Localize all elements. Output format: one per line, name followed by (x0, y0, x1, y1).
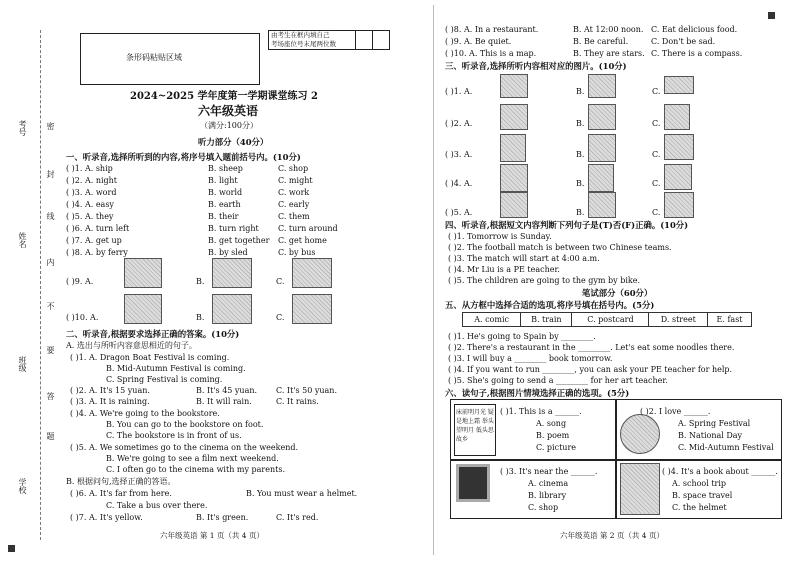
s5-option: B. train (521, 313, 572, 327)
seal-char: 答 (46, 392, 55, 400)
s2-q2-b: B. It's 45 yuan. (196, 386, 258, 395)
seal-char: 不 (46, 302, 55, 310)
section-5-title: 五、从方框中选择合适的选项,将序号填在括号内。(5分) (445, 300, 655, 310)
q9-picture-b (212, 258, 252, 288)
s3-q3-picture-a (500, 134, 526, 162)
s2-q4-b: B. You can go to the bookstore on foot. (106, 420, 264, 429)
s3-q3-picture-c (664, 134, 694, 160)
s5-option: C. postcard (572, 313, 649, 327)
seal-char: 线 (46, 212, 55, 220)
q9-label: ( )9. A. (66, 277, 94, 286)
s2-q6-a: ( )6. A. It's far from here. (70, 489, 172, 498)
s2-q3-a: ( )3. A. It is raining. (70, 397, 150, 406)
s6-q1-b: B. poem (536, 431, 570, 440)
s3-q4-picture-c (664, 164, 692, 190)
s6-poem: 床前明月光 疑是地上霜 举头望明月 低头思故乡 (456, 409, 494, 443)
s6-q4: ( )4. It's a book about ______. (662, 467, 778, 476)
seal-char: 题 (46, 432, 55, 440)
listening-part-title: 听力部分（40分） (198, 137, 269, 147)
q10-label-c: C. (276, 313, 285, 322)
binding-line (40, 30, 41, 540)
s2-q7-c: C. It's red. (276, 513, 319, 522)
section-3-title: 三、听录音,选择所听内容相对应的图片。(10分) (445, 61, 627, 71)
s6-q4-picture (620, 463, 660, 515)
q9-picture-a (124, 258, 162, 288)
side-school-label: 学校 (18, 478, 27, 494)
s3-row-5: ( )5. A. (445, 208, 473, 217)
s2-q5-a: ( )5. A. We sometimes go to the cinema on the weekend. (70, 443, 299, 452)
s6-q3-c: C. shop (528, 503, 559, 512)
seat-note-1: 由考生在框内填自己 (271, 31, 330, 39)
s2-q6-c: C. Take a bus over there. (106, 501, 208, 510)
s4-item: ( )5. The children are going to the gym by bike. (448, 276, 641, 285)
seal-char: 要 (46, 346, 55, 354)
right-footer: 六年级英语 第 2 页（共 4 页） (560, 531, 664, 540)
s3-q3-picture-b (588, 134, 616, 162)
s2-q3-b: B. It will rain. (196, 397, 252, 406)
s3-q1-picture-a (500, 74, 528, 98)
seal-char: 内 (46, 258, 55, 266)
s3-q5-picture-b (588, 192, 616, 218)
s5-option: A. comic (463, 313, 521, 327)
section-6-grid-hline (450, 459, 782, 461)
s2-q1-b: B. Mid-Autumn Festival is coming. (106, 364, 246, 373)
s3-q1-c: C. (652, 87, 661, 96)
registration-mark-bottom-left (8, 545, 15, 552)
s2-q2-a: ( )2. A. It's 15 yuan. (70, 386, 150, 395)
s6-q2-b: B. National Day (678, 431, 743, 440)
s2-q7-b: B. It's green. (196, 513, 249, 522)
exam-subject: 六年级英语 (198, 104, 259, 118)
s5-item: ( )4. If you want to run ________, you can ask your PE teacher for help. (448, 365, 733, 374)
s2-q4-c: C. The bookstore is in front of us. (106, 431, 242, 440)
s2-q5-c: C. I often go to the cinema with my parents. (106, 465, 285, 474)
s3-row-4: ( )4. A. (445, 179, 473, 188)
s3-q1-picture-b (588, 74, 616, 98)
section-2a-title: A. 选出与所听内容意思相近的句子。 (66, 341, 197, 350)
seat-note-2: 考场座位号末尾两位数 (271, 40, 336, 48)
s4-item: ( )4. Mr Liu is a PE teacher. (448, 265, 560, 274)
s3-row-2: ( )2. A. (445, 119, 473, 128)
s6-q1-c: C. picture (536, 443, 577, 452)
s3-q5-b: B. (576, 208, 585, 217)
seal-char: 密 (46, 122, 55, 130)
s5-option: D. street (649, 313, 708, 327)
s3-q1-b: B. (576, 87, 585, 96)
section-2-title: 二、听录音,根据要求选择正确的答案。(10分) (66, 329, 240, 339)
seat-digit-box[interactable] (355, 30, 373, 50)
q9-picture-c (292, 258, 332, 288)
s6-q4-c: C. the helmet (672, 503, 727, 512)
s5-option: E. fast (708, 313, 752, 327)
side-id-label: 考号 (18, 120, 27, 136)
barcode-label: 条形码粘贴区域 (126, 53, 182, 62)
q10-picture-c (292, 294, 332, 324)
s6-q2-picture (620, 414, 660, 454)
s6-q3-picture (456, 464, 490, 502)
s3-q5-picture-c (664, 192, 694, 218)
s3-q4-c: C. (652, 179, 661, 188)
s6-q2-c: C. Mid-Autumn Festival (678, 443, 774, 452)
s2-q7-a: ( )7. A. It's yellow. (70, 513, 143, 522)
s5-item: ( )5. She's going to send a ________ for her art teacher. (448, 376, 668, 385)
left-footer: 六年级英语 第 1 页（共 4 页） (160, 531, 264, 540)
s2-q1-a: ( )1. A. Dragon Boat Festival is coming. (70, 353, 230, 362)
s5-item: ( )2. There's a restaurant in the ________. Let's eat some noodles there. (448, 343, 735, 352)
section-4-title: 四、听录音,根据短文内容判断下列句子是(T)否(F)正确。(10分) (445, 220, 689, 230)
s3-q1-picture-c (664, 76, 694, 94)
s6-q1-a: A. song (536, 419, 567, 428)
q10-picture-a (124, 294, 162, 324)
exam-year-title: 2024~2025 学年度第一学期课堂练习 2 (130, 91, 318, 102)
s2-q5-b: B. We're going to see a film next weekend. (106, 454, 279, 463)
section-5-option-box (462, 312, 752, 327)
s3-q3-c: C. (652, 150, 661, 159)
section-6-title: 六、读句子,根据图片情境选择正确的选项。(5分) (445, 388, 630, 398)
page-divider (433, 5, 434, 555)
s3-row-1: ( )1. A. (445, 87, 473, 96)
q9-label-b: B. (196, 277, 205, 286)
s6-q2: ( )2. I love ______. (640, 407, 711, 416)
s2-q6-b: B. You must wear a helmet. (246, 489, 358, 498)
q10-label: ( )10. A. (66, 313, 99, 322)
s6-q1: ( )1. This is a ______. (500, 407, 582, 416)
s3-q2-c: C. (652, 119, 661, 128)
s2-q2-c: C. It's 50 yuan. (276, 386, 338, 395)
s3-q2-picture-c (664, 104, 690, 130)
s2-q3-c: C. It rains. (276, 397, 319, 406)
full-score: （满分:100分） (200, 121, 258, 130)
s5-item: ( )1. He's going to Spain by ________. (448, 332, 596, 341)
s6-q3-b: B. library (528, 491, 567, 500)
q10-picture-b (212, 294, 252, 324)
s2-q4-a: ( )4. A. We're going to the bookstore. (70, 409, 220, 418)
s3-row-3: ( )3. A. (445, 150, 473, 159)
s3-q2-picture-a (500, 104, 528, 130)
registration-mark-top-right (768, 12, 775, 19)
section-2b-title: B. 根据问句,选择正确的答语。 (66, 477, 176, 486)
s5-item: ( )3. I will buy a ________ book tomorrow. (448, 354, 613, 363)
s6-q3-a: A. cinema (528, 479, 569, 488)
s3-q4-picture-a (500, 164, 528, 192)
s3-q2-b: B. (576, 119, 585, 128)
s4-item: ( )1. Tomorrow is Sunday. (448, 232, 552, 241)
q10-label-b: B. (196, 313, 205, 322)
s6-q3: ( )3. It's near the ______. (500, 467, 598, 476)
s6-q4-b: B. space travel (672, 491, 733, 500)
s6-q2-a: A. Spring Festival (678, 419, 751, 428)
section-1-title: 一、听录音,选择所听到的内容,将序号填入题前括号内。(10分) (66, 152, 301, 162)
s4-item: ( )3. The match will start at 4:00 a.m. (448, 254, 600, 263)
q9-label-c: C. (276, 277, 285, 286)
s3-q4-b: B. (576, 179, 585, 188)
s3-q2-picture-b (588, 104, 616, 130)
side-name-label: 姓名 (18, 232, 27, 248)
seal-char: 封 (46, 170, 55, 178)
s3-q5-c: C. (652, 208, 661, 217)
s3-q5-picture-a (500, 192, 528, 218)
s3-q4-picture-b (588, 164, 614, 192)
side-class-label: 班级 (18, 356, 27, 372)
s6-q4-a: A. school trip (672, 479, 727, 488)
s4-item: ( )2. The football match is between two Chinese teams. (448, 243, 672, 252)
written-part-title: 笔试部分（60分） (582, 288, 653, 298)
s3-q3-b: B. (576, 150, 585, 159)
s2-q1-c: C. Spring Festival is coming. (106, 375, 223, 384)
